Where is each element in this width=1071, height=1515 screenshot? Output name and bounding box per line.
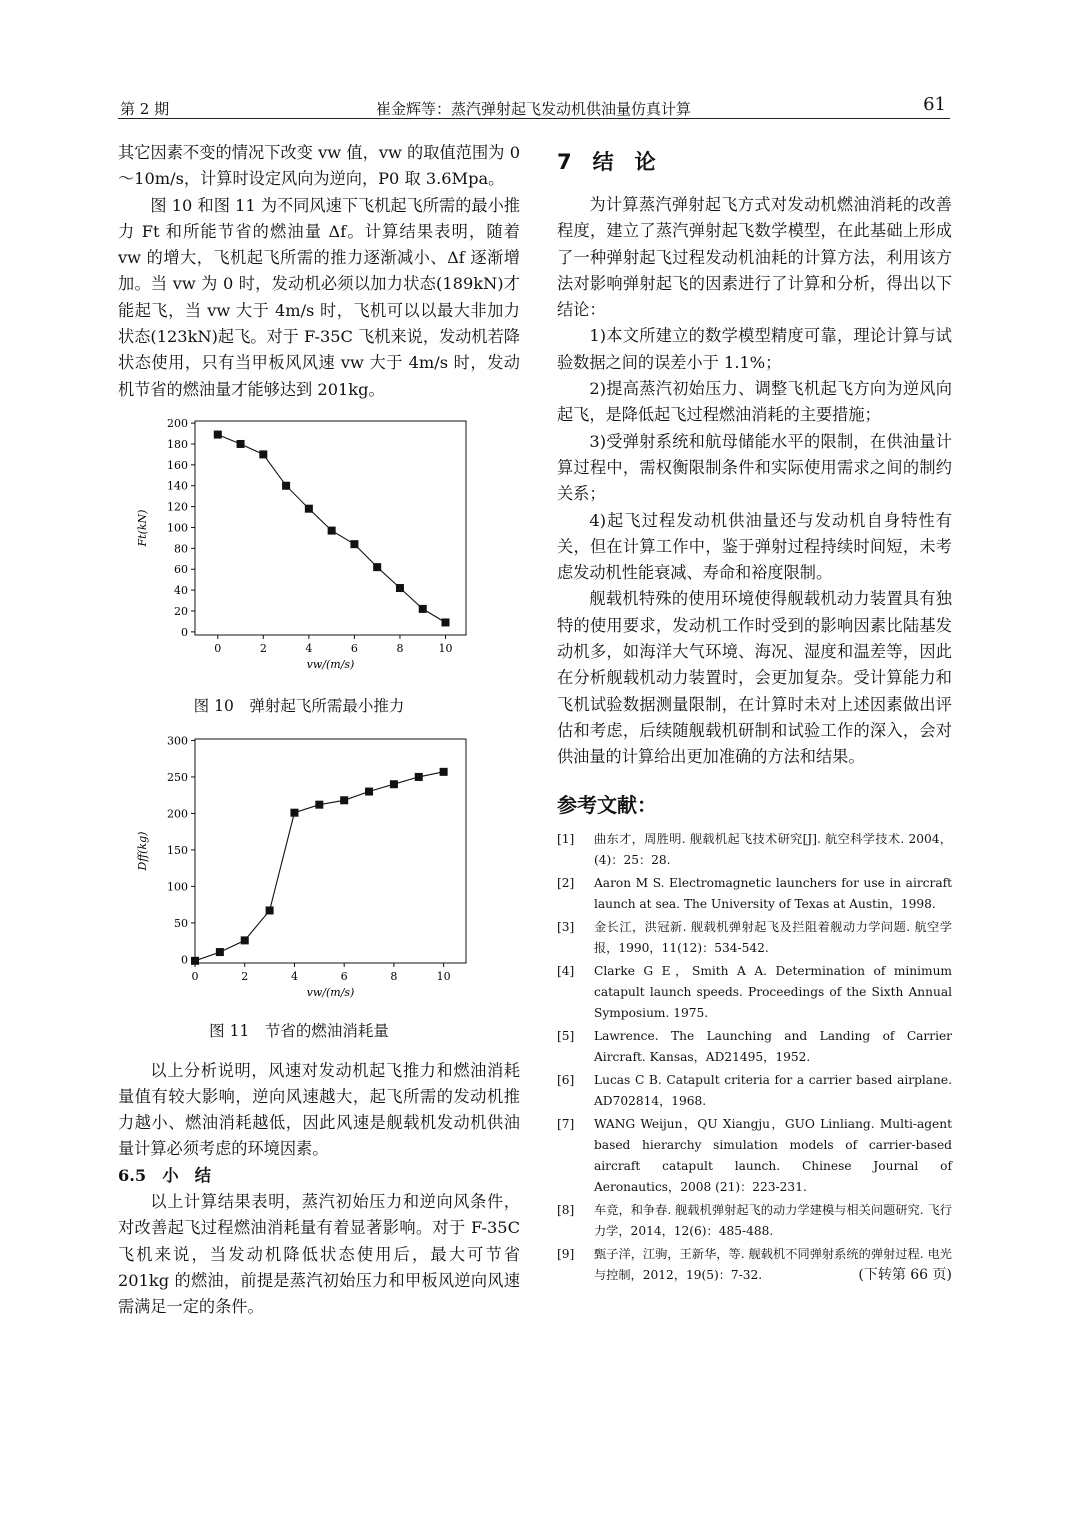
x-tick-label: 10: [436, 970, 451, 984]
figure-10: [118, 413, 520, 721]
data-point: [259, 450, 267, 458]
right-column: [557, 140, 952, 1288]
data-point: [390, 781, 398, 789]
y-tick-label: 20: [174, 604, 188, 618]
y-tick-label: 150: [167, 844, 188, 858]
data-point: [191, 957, 199, 965]
figure-11-caption: 图 11 节省的燃油消耗量: [209, 1021, 389, 1040]
references-heading: 参考文献：: [557, 792, 657, 817]
figure-11: [118, 731, 520, 1045]
reference-item: [3] 金长江，洪冠新. 舰载机弹射起飞及拦阻着舰动力学问题. 航空学报，1990，11(12)：534-542.: [557, 919, 952, 955]
data-point: [216, 948, 224, 956]
y-tick-label: 200: [167, 417, 188, 431]
y-tick-label: 200: [167, 807, 188, 821]
x-axis-label: vw/(m/s): [306, 657, 355, 671]
y-tick-label: 50: [174, 917, 188, 931]
conclusion-item-2: 2)提高蒸汽初始压力、调整飞机起飞方向为逆风向起飞，是降低起飞过程燃油消耗的主要措施；: [557, 379, 952, 425]
data-point: [214, 431, 222, 439]
reference-item: [6] Lucas C B. Catapult criteria for a carrier based airplane. AD702814，1968.: [557, 1072, 952, 1108]
paragraph-fig-analysis: 图 10 和图 11 为不同风速下飞机起飞所需的最小推力 Ft 和所能节省的燃油量 Δf。计算结果表明，随着 vw 的增大，飞机起飞所需的推力逐渐减小、Δf 逐渐增加。当 vw 为 0 时，发动机必须以加力状态(189kN)才能起飞，当 vw 大于 4m/s 时，飞机可以以最大非加力状态(123kN)起飞。对于 F-35C 飞机来说，发动机若降状态使用，只有当甲板风风速 vw 大于 4m/s 时，发动机节省的燃油量才能够达到 201kg。: [118, 195, 520, 399]
y-tick-label: 100: [167, 521, 188, 535]
reference-item: [2] Aaron M S. Electromagnetic launchers for use in aircraft launch at sea. The University of Texas at Austin，1998.: [557, 875, 952, 911]
reference-item: [9] 甄子洋，江驹，王新华，等. 舰载机不同弹射系统的弹射过程. 电光与控制，2012，19(5)：7-32. (下转第 66 页): [557, 1244, 952, 1286]
y-tick-label: 140: [167, 479, 188, 493]
reference-item: [1] 曲东才，周胜明. 舰载机起飞技术研究[J]. 航空科学技术. 2004，(4)：25：28.: [557, 831, 952, 867]
thrust-chart: [118, 413, 518, 683]
y-tick-label: 40: [174, 584, 188, 598]
data-point: [315, 801, 323, 809]
x-axis-label: vw/(m/s): [306, 986, 355, 1000]
data-point: [350, 540, 358, 548]
figure-10-caption: 图 10 弹射起飞所需最小推力: [193, 697, 405, 716]
data-point: [442, 618, 450, 626]
reference-item: [8] 车竞，和争春. 舰载机弹射起飞的动力学建模与相关问题研究. 飞行力学，2014，12(6)：485-488.: [557, 1202, 952, 1238]
x-tick-label: 4: [305, 641, 313, 655]
y-tick-label: 80: [174, 542, 188, 556]
x-tick-label: 2: [241, 970, 249, 984]
data-point: [365, 788, 373, 796]
data-point: [328, 527, 336, 535]
data-point: [290, 809, 298, 817]
left-column: [118, 140, 520, 1321]
y-tick-label: 250: [167, 771, 188, 785]
x-tick-label: 10: [438, 641, 453, 655]
paragraph-wind-range: 其它因素不变的情况下改变 vw 值，vw 的取值范围为 0～10m/s，计算时设定风向为逆向，P0 取 3.6Mpa。: [118, 143, 520, 189]
running-title: 崔金辉等：蒸汽弹射起飞发动机供油量仿真计算: [376, 100, 692, 118]
reference-item: [5] Lawrence. The Launching and Landing of Carrier Aircraft. Kansas，AD21495，1952.: [557, 1028, 952, 1064]
paragraph-conclusion-intro: 为计算蒸汽弹射起飞方式对发动机燃油消耗的改善程度，建立了蒸汽弹射起飞数学模型，在此基础上形成了一种弹射起飞过程发动机油耗的计算方法，利用该方法对影响弹射起飞的因素进行了计算和分析，得出以下结论：: [557, 195, 952, 320]
y-tick-label: 0: [181, 953, 188, 967]
y-axis-label: Ft(kN): [136, 509, 149, 547]
series-line: [195, 772, 444, 961]
x-tick-label: 2: [259, 641, 267, 655]
x-tick-label: 0: [214, 641, 222, 655]
x-tick-label: 6: [350, 641, 358, 655]
x-tick-label: 4: [290, 970, 298, 984]
data-point: [396, 584, 404, 592]
data-point: [266, 907, 274, 915]
x-tick-label: 6: [340, 970, 348, 984]
y-tick-label: 120: [167, 500, 188, 514]
y-tick-label: 100: [167, 880, 188, 894]
data-point: [237, 440, 245, 448]
reference-list: [557, 829, 952, 1286]
y-tick-label: 180: [167, 437, 188, 451]
conclusion-item-1: 1)本文所建立的数学模型精度可靠，理论计算与试验数据之间的误差小于 1.1%；: [557, 326, 952, 372]
paragraph-summary: 以上计算结果表明，蒸汽初始压力和逆向风条件，对改善起飞过程燃油消耗量有着显著影响。对于 F-35C 飞机来说，当发动机降低状态使用后，最大可节省 201kg 的燃油，前提是蒸汽初始压力和甲板风逆向风速需满足一定的条件。: [118, 1192, 520, 1317]
y-tick-label: 60: [174, 563, 188, 577]
page-number: 61: [923, 94, 946, 115]
fuel-saving-chart: [118, 731, 518, 1007]
running-header: [118, 96, 950, 119]
conclusion-item-4: 4)起飞过程发动机供油量还与发动机自身特性有关，但在计算工作中，鉴于弹射过程持续时间短，未考虑发动机性能衰减、寿命和裕度限制。: [557, 510, 952, 583]
conclusion-item-3: 3)受弹射系统和航母储能水平的限制，在供油量计算过程中，需权衡限制条件和实际使用需求之间的制约关系；: [557, 431, 952, 504]
x-tick-label: 0: [191, 970, 199, 984]
data-point: [419, 605, 427, 613]
issue-number: 第 2 期: [120, 100, 170, 118]
data-point: [340, 797, 348, 805]
data-point: [415, 773, 423, 781]
data-point: [282, 482, 290, 490]
x-tick-label: 8: [390, 970, 398, 984]
reference-item: [4] Clarke G E，Smith A A. Determination of minimum catapult launch speeds. Proceedings of the Sixth Annual Symposium. 1975.: [557, 963, 952, 1020]
y-tick-label: 160: [167, 458, 188, 472]
plot-frame: [195, 739, 466, 963]
data-point: [305, 505, 313, 513]
continued-note: (下转第 66 页): [858, 1266, 952, 1283]
data-point: [440, 768, 448, 776]
y-tick-label: 0: [181, 625, 188, 639]
paragraph-wind-conclusion: 以上分析说明，风速对发动机起飞推力和燃油消耗量值有较大影响，逆向风速越大，起飞所需的发动机推力越小、燃油消耗越低，因此风速是舰载机发动机供油量计算必须考虑的环境因素。: [118, 1060, 520, 1159]
conclusion-heading: 7 结 论: [557, 150, 656, 174]
section-6-5-heading: 6.5 小 结: [118, 1165, 211, 1185]
paragraph-outlook: 舰载机特殊的使用环境使得舰载机动力装置具有独特的使用要求，发动机工作时受到的影响因素比陆基发动机多，如海洋大气环境、海况、湿度和温差等，因此在分析舰载机动力装置时，会更加复杂。受计算能力和飞机试验数据测量限制，在计算时未对上述因素做出评估和考虑，后续随舰载机研制和试验工作的深入，会对供油量的计算给出更加准确的方法和结果。: [557, 589, 952, 767]
data-point: [373, 563, 381, 571]
y-tick-label: 300: [167, 734, 188, 748]
x-tick-label: 8: [396, 641, 404, 655]
reference-item: [7] WANG Weijun，QU Xiangju，GUO Linliang. Multi-agent based hierarchy simulation models of carrier-based aircraft catapult launch. Chinese Journal of Aeronautics，2008 (21)：223-231.: [557, 1116, 952, 1194]
data-point: [241, 937, 249, 945]
y-axis-label: Dff(kg): [136, 831, 149, 871]
